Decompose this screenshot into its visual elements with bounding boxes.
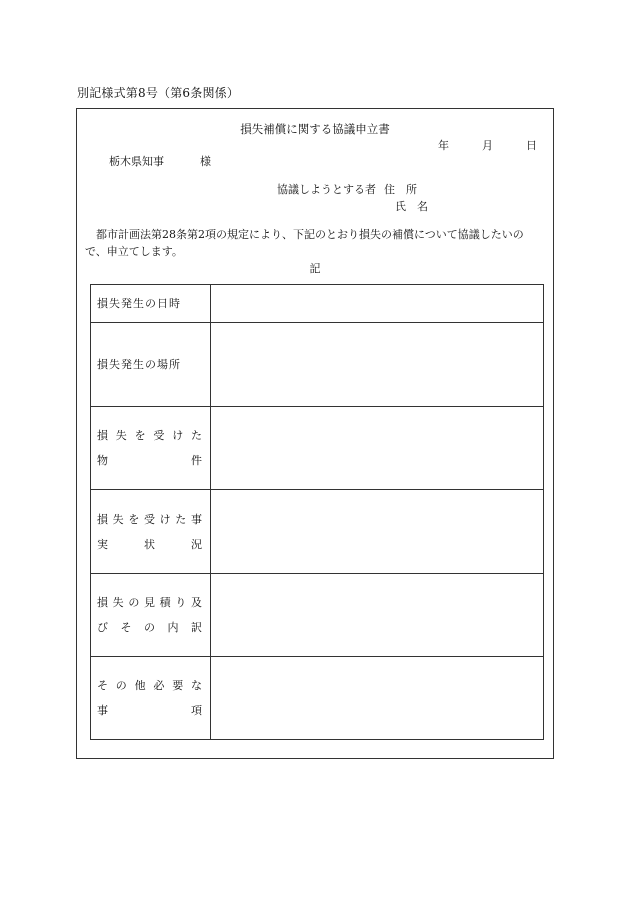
- year-unit: 年: [438, 139, 449, 152]
- char: た: [175, 512, 187, 526]
- char: け: [172, 429, 184, 442]
- month-unit: 月: [482, 139, 493, 152]
- char: 内: [167, 621, 179, 634]
- value-cell: [211, 285, 544, 323]
- table-row: [91, 323, 544, 407]
- char: の: [144, 621, 155, 634]
- row-label: [91, 574, 211, 657]
- char: そ: [120, 621, 132, 634]
- char: 受: [153, 429, 165, 442]
- char: 物: [97, 454, 108, 467]
- char: り: [175, 596, 187, 609]
- char: 他: [134, 679, 146, 692]
- addressee-name: 栃木県知事: [109, 155, 164, 168]
- char: 見: [143, 596, 155, 609]
- table-row: [91, 657, 544, 740]
- char: 積: [159, 596, 171, 609]
- char: を: [134, 429, 146, 442]
- date-line: [438, 137, 537, 153]
- applicant-label: 協議しようとする者: [277, 183, 376, 196]
- table-row: [91, 407, 544, 490]
- application-form: [76, 108, 554, 759]
- table-row: [91, 285, 544, 323]
- label-line: [97, 590, 202, 615]
- body-text: 都市計画法第28条第2項の規定により、下記のとおり損失の補償について協議したいので、申立てします。: [85, 228, 524, 258]
- addressee: [109, 153, 211, 169]
- label-line: [97, 615, 202, 640]
- ki-heading: 記: [309, 262, 321, 275]
- char: 況: [191, 537, 202, 551]
- char: 及: [190, 596, 202, 609]
- label-line: [97, 423, 202, 448]
- char: 必: [153, 679, 165, 692]
- char: け: [159, 512, 171, 526]
- table-row: [91, 574, 544, 657]
- day-unit: 日: [526, 139, 537, 152]
- label-line: [97, 698, 202, 723]
- value-cell: [211, 574, 544, 657]
- value-cell: [211, 323, 544, 407]
- char: そ: [97, 679, 108, 692]
- label-line: [97, 448, 202, 473]
- row-label: [91, 407, 211, 490]
- form-title: 損失補償に関する協議申立書: [240, 122, 390, 136]
- char: を: [128, 512, 140, 526]
- char: な: [190, 679, 202, 692]
- details-table: [90, 284, 544, 740]
- applicant-address-row: [277, 181, 417, 197]
- row-label: [91, 490, 211, 574]
- form-reference: 別記様式第8号（第6条関係）: [77, 86, 240, 100]
- row-label: [91, 285, 211, 323]
- char: 要: [172, 679, 184, 692]
- char: 失: [112, 596, 124, 609]
- char: た: [190, 429, 202, 442]
- char: 項: [191, 704, 202, 717]
- label-text: 損失発生の場所: [97, 357, 181, 371]
- char: 事: [97, 704, 108, 717]
- char: 失: [115, 429, 127, 442]
- value-cell: [211, 407, 544, 490]
- label-line: [97, 532, 202, 557]
- label-line: [97, 507, 202, 532]
- char: 損: [97, 429, 108, 442]
- char: 訳: [191, 621, 202, 634]
- value-cell: [211, 657, 544, 740]
- char: 状: [144, 537, 155, 551]
- char: の: [115, 679, 127, 692]
- char: 失: [112, 512, 124, 526]
- char: 損: [97, 512, 108, 526]
- value-cell: [211, 490, 544, 574]
- honorific: 様: [200, 155, 211, 168]
- char: 実: [97, 537, 108, 551]
- name-label: 氏 名: [395, 200, 428, 213]
- char: 事: [190, 512, 202, 526]
- char: 受: [143, 512, 155, 526]
- table-row: [91, 490, 544, 574]
- char: 損: [97, 596, 108, 609]
- row-label: [91, 657, 211, 740]
- char: 件: [191, 454, 202, 467]
- label-line: [97, 673, 202, 698]
- row-label: [91, 323, 211, 407]
- char: び: [97, 621, 108, 634]
- char: の: [128, 596, 140, 609]
- label-text: 損失発生の日時: [97, 296, 181, 310]
- address-label: 住 所: [384, 183, 417, 196]
